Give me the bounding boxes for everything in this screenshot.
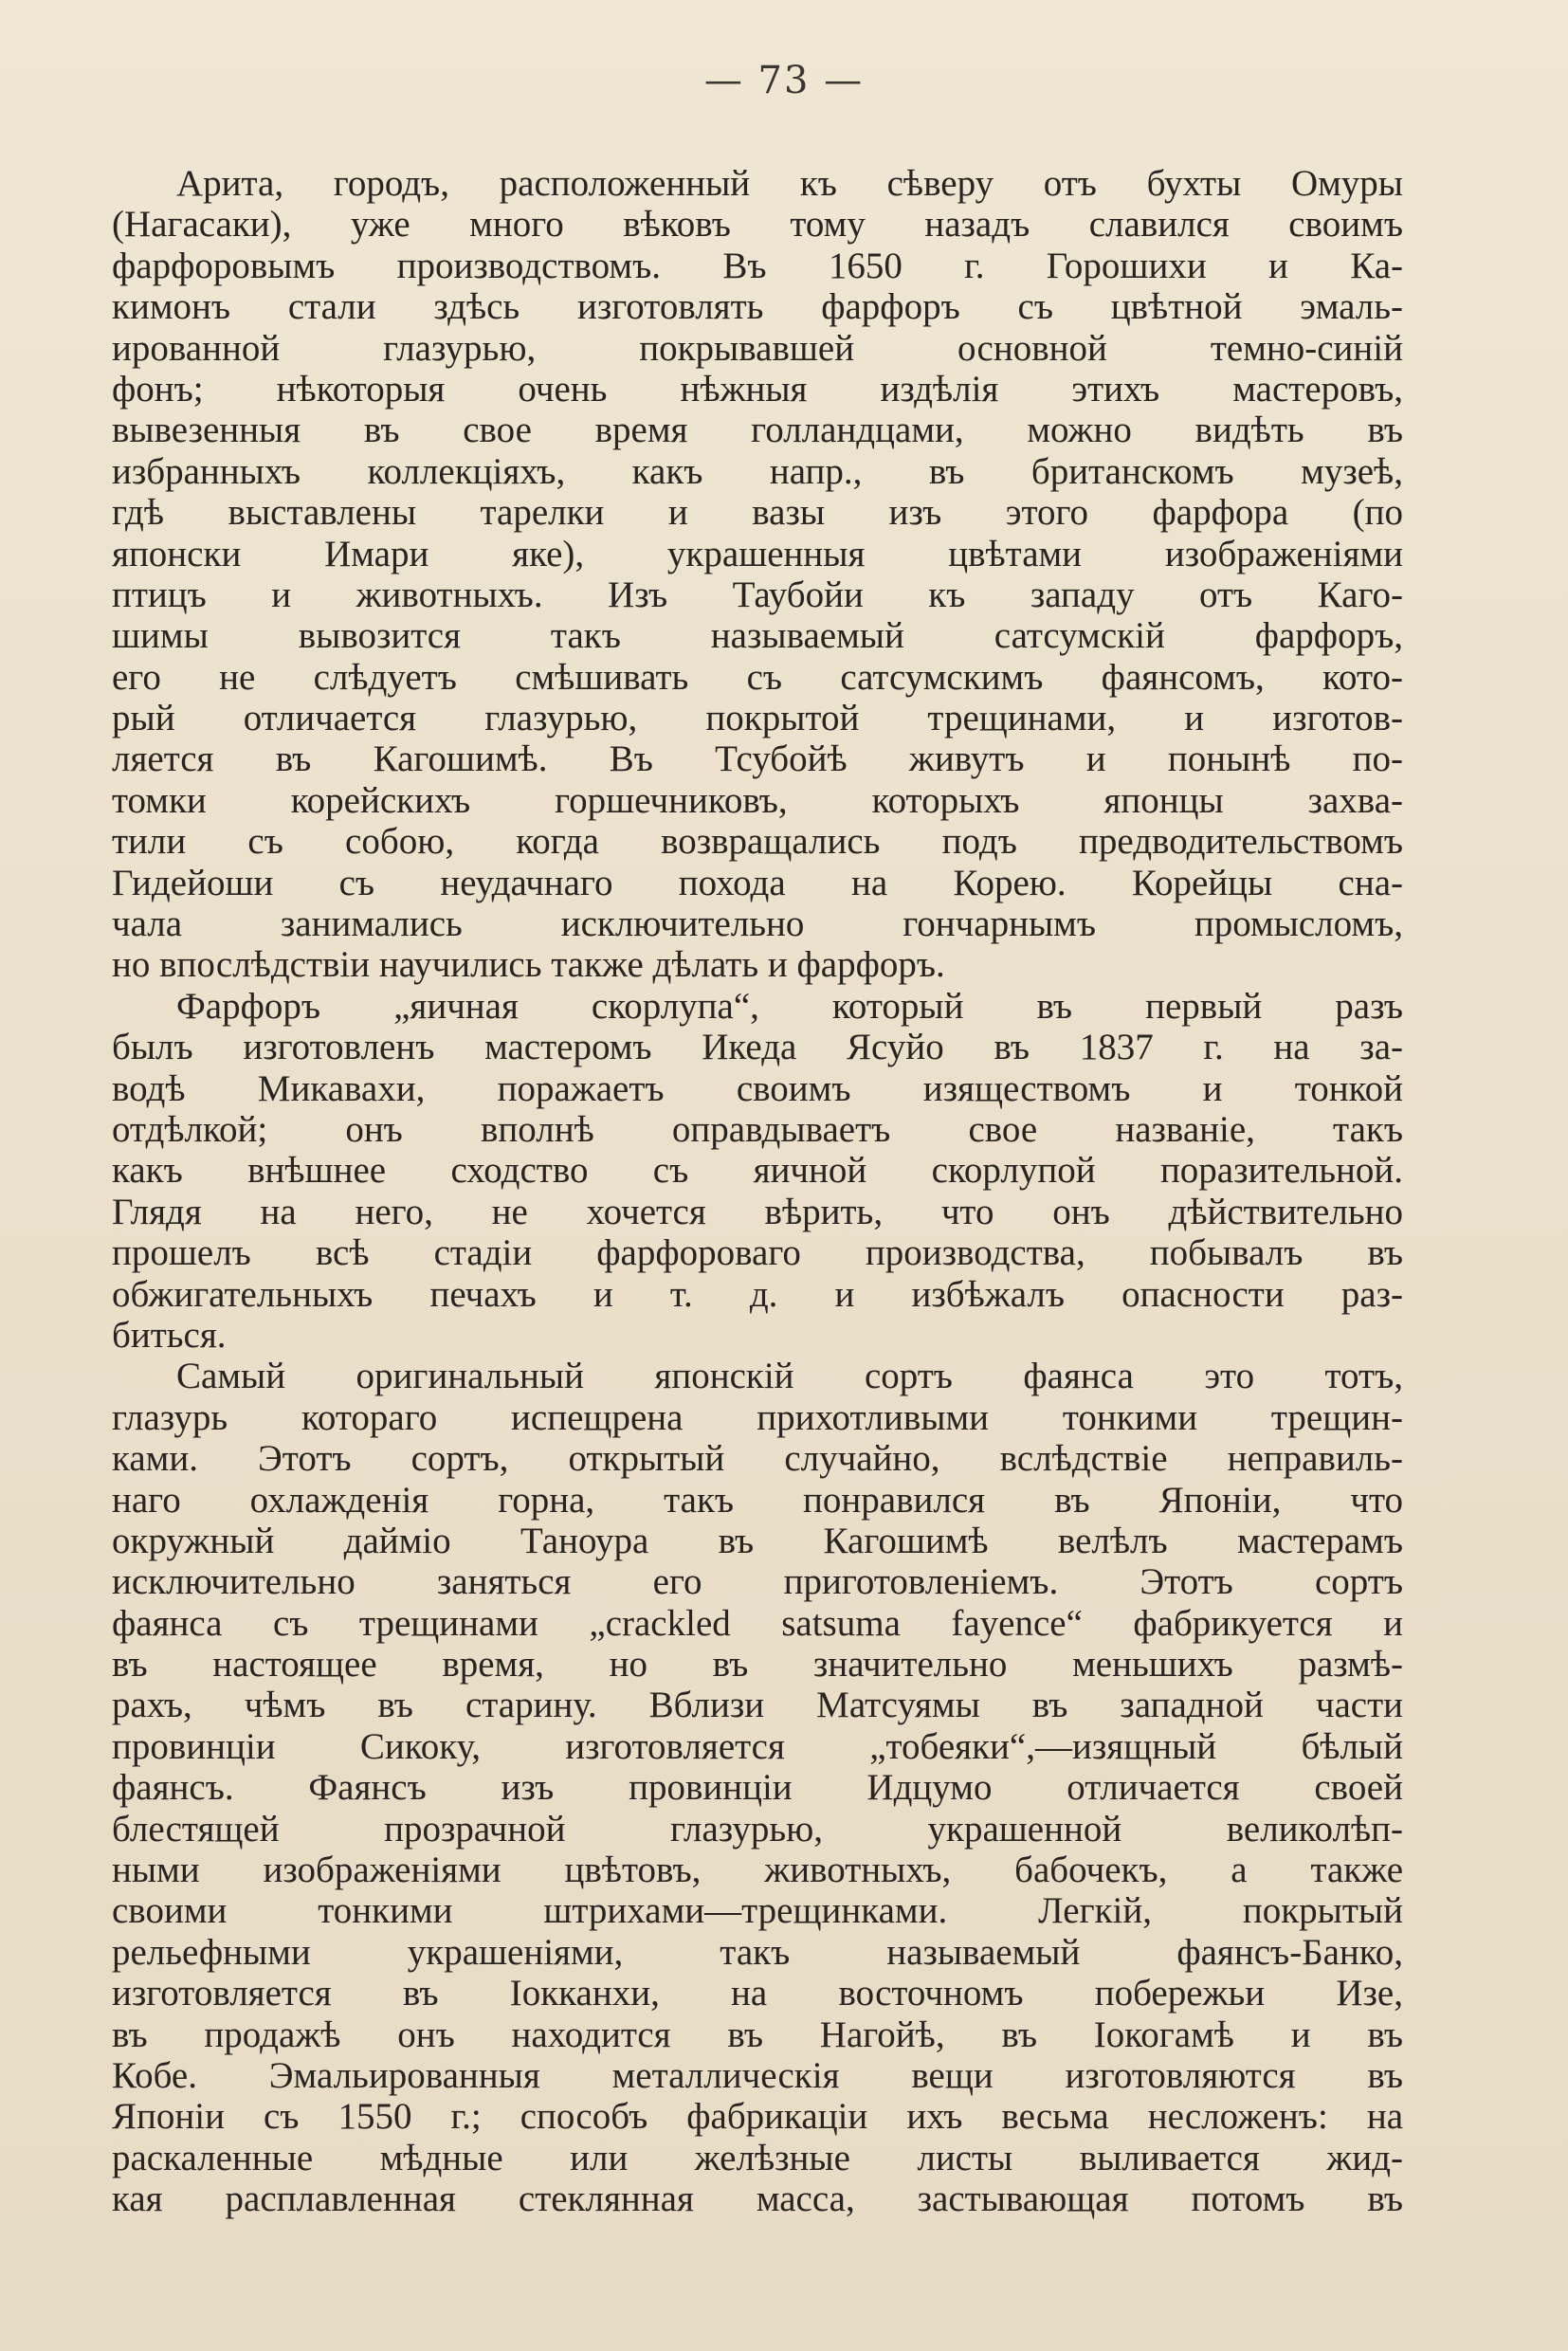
text-line: раскаленные мѣдные или желѣзные листы выливается жид- [112, 2137, 1403, 2178]
paragraph [112, 163, 1403, 986]
text-line: его не слѣдуетъ смѣшивать съ сатсумскимъ фаянсомъ, кото- [112, 656, 1403, 698]
text-line: кимонъ стали здѣсь изготовлять фарфоръ съ цвѣтной эмаль- [112, 286, 1403, 328]
text-line: ками. Этотъ сортъ, открытый случайно, вслѣдствіе неправиль- [112, 1438, 1403, 1480]
text-line: блестящей прозрачной глазурью, украшенной великолѣп- [112, 1808, 1403, 1850]
text-line: Японіи съ 1550 г.; способъ фабрикаціи ихъ весьма несложенъ: на [112, 2096, 1403, 2138]
text-line: рахъ, чѣмъ въ старину. Вблизи Матсуямы въ западной части [112, 1685, 1403, 1726]
text-line: своими тонкими штрихами—трещинками. Легкій, покрытый [112, 1890, 1403, 1932]
text-line: шимы вывозится такъ называемый сатсумскій фарфоръ, [112, 615, 1403, 657]
text-line: тили съ собою, когда возвращались подъ предводительствомъ [112, 821, 1403, 863]
text-line: японски Имари яке), украшенныя цвѣтами изображеніями [112, 533, 1403, 574]
text-line: въ продажѣ онъ находится въ Нагойѣ, въ Іокогамѣ и въ [112, 2014, 1403, 2055]
text-line: гдѣ выставлены тарелки и вазы изъ этого фарфора (по [112, 492, 1403, 534]
body-text [112, 163, 1403, 2220]
text-line: ляется въ Кагошимѣ. Въ Тсубойѣ живутъ и понынѣ по- [112, 738, 1403, 780]
text-line: (Нагасаки), уже много вѣковъ тому назадъ славился своимъ [112, 204, 1403, 246]
text-line: биться. [112, 1314, 227, 1356]
text-line: какъ внѣшнее сходство съ яичной скорлупой поразительной. [112, 1150, 1403, 1192]
text-line: фаянса съ трещинами „crackled satsuma fayence“ фабрикуется и [112, 1602, 1403, 1644]
text-line: водѣ Микавахи, поражаетъ своимъ изяществомъ и тонкой [112, 1067, 1403, 1109]
page-number: — 73 — [703, 59, 865, 102]
paragraph [112, 1356, 1403, 2219]
text-line: рый отличается глазурью, покрытой трещинами, и изготов- [112, 698, 1403, 739]
text-line: прошелъ всѣ стадіи фарфороваго производства, побывалъ въ [112, 1232, 1403, 1274]
text-line: провинціи Сикоку, изготовляется „тобеяки“,—изящный бѣлый [112, 1725, 1403, 1767]
text-line: изготовляется въ Іокканхи, на восточномъ побережьи Изе, [112, 1973, 1403, 2014]
text-line: томки корейскихъ горшечниковъ, которыхъ японцы захва- [112, 779, 1403, 821]
text-line: фарфоровымъ производствомъ. Въ 1650 г. Горошихи и Ка- [112, 245, 1403, 286]
text-line: Глядя на него, не хочется вѣрить, что онъ дѣйствительно [112, 1191, 1403, 1232]
text-line: вывезенныя въ свое время голландцами, можно видѣть въ [112, 410, 1403, 451]
text-line: Фарфоръ „яичная скорлупа“, который въ первый разъ [176, 985, 1403, 1027]
text-line: былъ изготовленъ мастеромъ Икеда Ясуйо въ 1837 г. на за- [112, 1027, 1403, 1068]
text-line: рельефными украшеніями, такъ называемый фаянсъ-Банко, [112, 1931, 1403, 1973]
text-line: отдѣлкой; онъ вполнѣ оправдываетъ свое названіе, такъ [112, 1108, 1403, 1150]
text-line: исключительно заняться его приготовленіемъ. Этотъ сортъ [112, 1561, 1403, 1603]
text-line: ированной глазурью, покрывавшей основной темно-синій [112, 327, 1403, 369]
paragraph [112, 986, 1403, 1357]
text-line: фонъ; нѣкоторыя очень нѣжныя издѣлія этихъ мастеровъ, [112, 368, 1403, 410]
text-line: обжигательныхъ печахъ и т. д. и избѣжалъ опасности раз- [112, 1273, 1403, 1315]
text-line: Кобе. Эмальированныя металлическія вещи изготовляются въ [112, 2054, 1403, 2096]
text-line: Гидейоши съ неудачнаго похода на Корею. Корейцы сна- [112, 862, 1403, 903]
text-line: фаянсъ. Фаянсъ изъ провинціи Идцумо отличается своей [112, 1767, 1403, 1809]
text-line: ными изображеніями цвѣтовъ, животныхъ, бабочекъ, а также [112, 1850, 1403, 1891]
text-line: глазурь котораго испещрена прихотливыми тонкими трещин- [112, 1396, 1403, 1438]
text-line: окружный дайміо Таноура въ Кагошимѣ велѣлъ мастерамъ [112, 1520, 1403, 1561]
text-line: въ настоящее время, но въ значительно меньшихъ размѣ- [112, 1644, 1403, 1686]
text-line: но впослѣдствіи научились также дѣлать и фарфоръ. [112, 944, 945, 986]
text-line: Арита, городъ, расположенный къ сѣверу отъ бухты Омуры [176, 163, 1403, 204]
text-line: птицъ и животныхъ. Изъ Таубойи къ западу отъ Каго- [112, 574, 1403, 615]
text-line: избранныхъ коллекціяхъ, какъ напр., въ британскомъ музеѣ, [112, 450, 1403, 492]
text-line: наго охлажденія горна, такъ понравился въ Японіи, что [112, 1479, 1403, 1521]
text-line: чала занимались исключительно гончарнымъ промысломъ, [112, 903, 1403, 945]
text-line: кая расплавленная стеклянная масса, застывающая потомъ въ [112, 2178, 1403, 2220]
text-line: Самый оригинальный японскій сортъ фаянса это тотъ, [176, 1356, 1403, 1397]
